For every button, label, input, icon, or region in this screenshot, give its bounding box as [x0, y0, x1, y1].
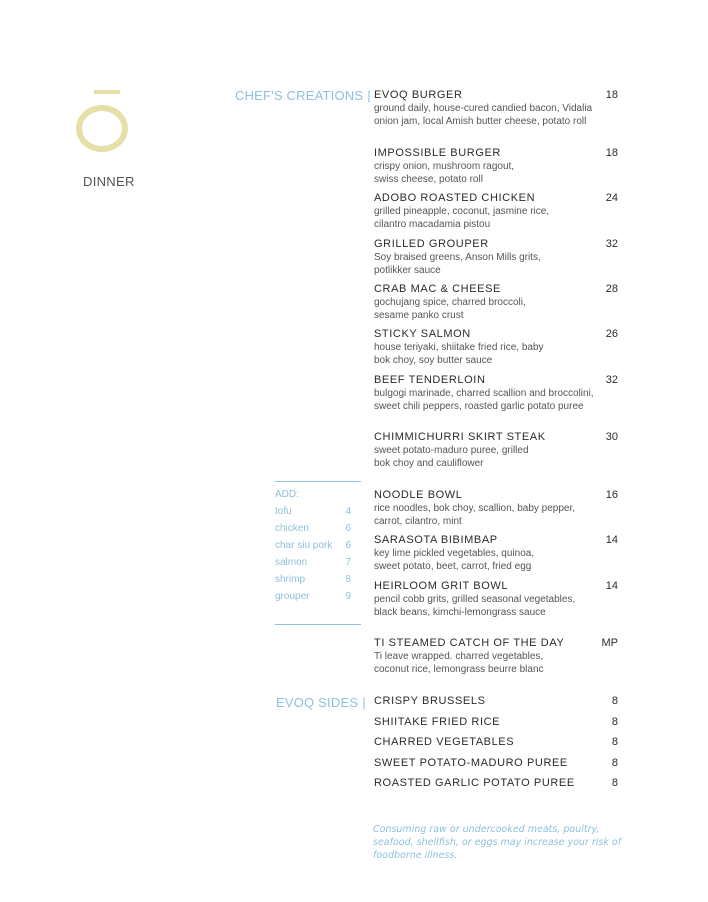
item-price: 32 — [605, 238, 618, 250]
section-label: CHEF'S CREATIONS — [235, 88, 364, 103]
add-on-item — [275, 557, 351, 568]
add-on-title: ADD: — [275, 489, 299, 500]
item-name: CHARRED VEGETABLES — [374, 736, 515, 748]
menu-item — [374, 580, 620, 619]
add-on-price: 8 — [345, 574, 351, 585]
menu-item — [374, 489, 620, 528]
item-price: 18 — [605, 89, 618, 101]
add-on-name: shrimp — [275, 574, 306, 585]
item-price: 8 — [611, 736, 618, 748]
item-name: EVOQ BURGER — [374, 89, 463, 101]
item-name: IMPOSSIBLE BURGER — [374, 147, 501, 159]
add-on-price: 6 — [345, 540, 351, 551]
side-item — [374, 736, 620, 749]
side-item — [374, 695, 620, 708]
item-price: 14 — [605, 534, 618, 546]
menu-item — [374, 328, 620, 367]
item-price: 14 — [605, 580, 618, 592]
add-on-name: char siu pork — [275, 540, 333, 551]
item-name: SHIITAKE FRIED RICE — [374, 716, 501, 728]
add-on-name: tofu — [275, 506, 292, 517]
item-price: 30 — [605, 431, 618, 443]
food-safety-disclaimer: Consuming raw or undercooked meats, poultry, seafood, shellfish, or eggs may increase your risk of foodborne illness. — [373, 824, 622, 861]
add-on-top-rule — [275, 481, 361, 482]
menu-item — [374, 283, 620, 322]
item-name: NOODLE BOWL — [374, 489, 463, 501]
item-description: key lime pickled vegetables, quinoa, sweet potato, beet, carrot, fried egg — [374, 548, 535, 572]
add-on-item — [275, 523, 351, 534]
item-name: BEEF TENDERLOIN — [374, 374, 486, 386]
side-item — [374, 777, 620, 790]
add-on-price: 9 — [345, 591, 351, 602]
item-name: SWEET POTATO-MADURO PUREE — [374, 757, 568, 769]
menu-item — [374, 534, 620, 573]
item-description: sweet potato-maduro puree, grilled bok choy and cauliflower — [374, 445, 529, 469]
menu-item — [374, 192, 620, 231]
item-name: GRILLED GROUPER — [374, 238, 489, 250]
add-on-item — [275, 591, 351, 602]
logo-macron — [94, 90, 120, 94]
item-name: ROASTED GARLIC POTATO PUREE — [374, 777, 575, 789]
item-name: ADOBO ROASTED CHICKEN — [374, 192, 536, 204]
item-price: 8 — [611, 716, 618, 728]
add-on-price: 4 — [345, 506, 351, 517]
menu-item — [374, 89, 620, 128]
add-on-item — [275, 540, 351, 551]
item-price: 26 — [605, 328, 618, 340]
item-description: crispy onion, mushroom ragout, swiss cheese, potato roll — [374, 161, 515, 185]
add-on-bottom-rule — [275, 624, 361, 625]
menu-item — [374, 147, 620, 186]
item-price: 8 — [611, 757, 618, 769]
logo-o-ring — [76, 105, 128, 152]
item-price: 8 — [611, 695, 618, 707]
item-price: 16 — [605, 489, 618, 501]
item-name: TI STEAMED CATCH OF THE DAY — [374, 637, 565, 649]
add-on-price: 6 — [345, 523, 351, 534]
menu-item — [374, 431, 620, 470]
item-name: SARASOTA BIBIMBAP — [374, 534, 498, 546]
item-name: HEIRLOOM GRIT BOWL — [374, 580, 509, 592]
add-on-item — [275, 574, 351, 585]
menu-item — [374, 374, 620, 413]
item-description: rice noodles, bok choy, scallion, baby pepper, carrot, cilantro, mint — [374, 503, 576, 527]
item-price: 8 — [611, 777, 618, 789]
section-title-chefs-creations: CHEF'S CREATIONS | — [235, 88, 371, 103]
menu-item — [374, 238, 620, 277]
item-description: pencil cobb grits, grilled seasonal vegetables, black beans, kimchi-lemongrass sauce — [374, 594, 576, 618]
item-name: CRISPY BRUSSELS — [374, 695, 486, 707]
item-name: STICKY SALMON — [374, 328, 471, 340]
item-description: gochujang spice, charred broccoli, sesame panko crust — [374, 297, 526, 321]
item-price: 24 — [605, 192, 618, 204]
section-title-evoq-sides: EVOQ SIDES | — [276, 695, 366, 710]
add-on-price: 7 — [345, 557, 351, 568]
side-item — [374, 757, 620, 770]
item-description: bulgogi marinade, charred scallion and broccolini, sweet chili peppers, roasted garlic potato puree — [374, 388, 594, 412]
add-on-item — [275, 506, 351, 517]
meal-title: DINNER — [83, 174, 135, 189]
item-price: MP — [601, 637, 618, 649]
item-price: 18 — [605, 147, 618, 159]
item-price: 28 — [605, 283, 618, 295]
add-on-name: salmon — [275, 557, 308, 568]
item-description: grilled pineapple, coconut, jasmine rice, cilantro macadamia pistou — [374, 206, 550, 230]
item-description: Ti leave wrapped. charred vegetables, coconut rice, lemongrass beurre blanc — [374, 651, 544, 675]
item-description: ground daily, house-cured candied bacon, Vidalia onion jam, local Amish butter cheese, potato roll — [374, 103, 593, 127]
menu-item — [374, 637, 620, 676]
item-description: house teriyaki, shiitake fried rice, baby bok choy, soy butter sauce — [374, 342, 544, 366]
item-name: CRAB MAC & CHEESE — [374, 283, 501, 295]
item-description: Soy braised greens, Anson Mills grits, potlikker sauce — [374, 252, 541, 276]
item-name: CHIMMICHURRI SKIRT STEAK — [374, 431, 546, 443]
section-label: EVOQ SIDES — [276, 695, 359, 710]
side-item — [374, 716, 620, 729]
item-price: 32 — [605, 374, 618, 386]
add-on-name: grouper — [275, 591, 310, 602]
add-on-name: chicken — [275, 523, 309, 534]
